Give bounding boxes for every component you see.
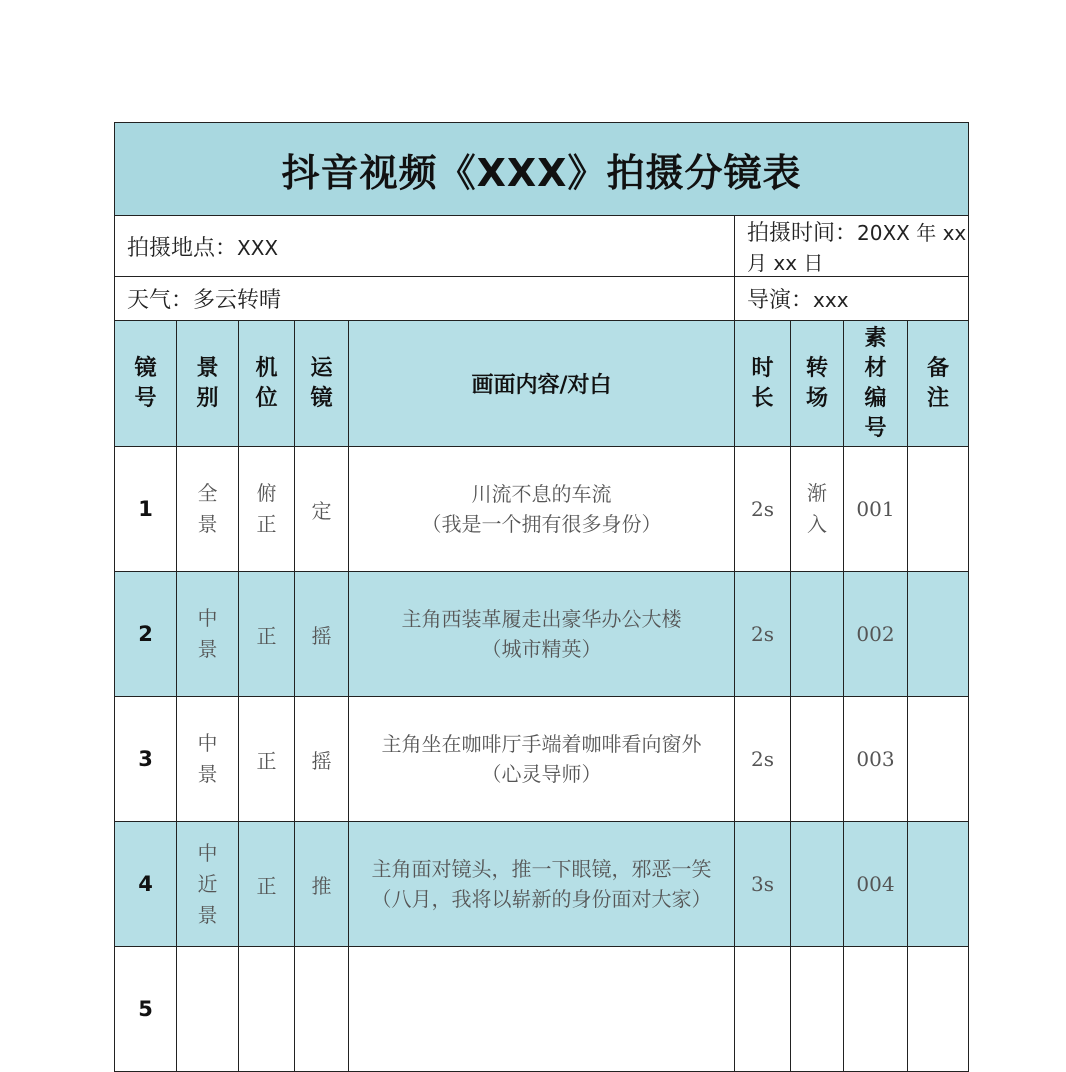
shot-no-cell: 5: [115, 947, 177, 1072]
weather-cell: [115, 277, 735, 321]
angle-cell: [239, 947, 295, 1072]
material-no-cell: 004: [844, 822, 908, 947]
transition-cell: [791, 572, 844, 697]
table-row: [115, 822, 969, 947]
angle-cell: 正: [239, 822, 295, 947]
header-transition: 转场: [791, 321, 844, 447]
page-title: 抖音视频《XXX》拍摄分镜表: [115, 123, 969, 216]
movement-cell: 推: [295, 822, 349, 947]
shot-no-cell: 1: [115, 447, 177, 572]
angle-cell: 正: [239, 697, 295, 822]
location-cell: [115, 216, 735, 277]
duration-cell: 2s: [735, 572, 791, 697]
movement-cell: [295, 947, 349, 1072]
header-shot-no: 镜号: [115, 321, 177, 447]
movement-cell: 摇: [295, 697, 349, 822]
notes-cell: [908, 572, 969, 697]
notes-cell: [908, 822, 969, 947]
content-cell: [349, 572, 735, 697]
header-scale: 景别: [177, 321, 239, 447]
table-row: [115, 447, 969, 572]
dialogue-line: （城市精英）: [481, 637, 602, 661]
scale-cell: 中近景: [177, 822, 239, 947]
duration-cell: 2s: [735, 447, 791, 572]
shot-no-cell: 3: [115, 697, 177, 822]
storyboard-sheet: [114, 122, 968, 1072]
dialogue-line: （八月，我将以崭新的身份面对大家）: [371, 887, 712, 911]
transition-cell: [791, 947, 844, 1072]
material-no-cell: 001: [844, 447, 908, 572]
notes-cell: [908, 447, 969, 572]
content-cell: [349, 947, 735, 1072]
content-cell: [349, 447, 735, 572]
table-row: [115, 697, 969, 822]
director-cell: [735, 277, 969, 321]
content-line: 主角坐在咖啡厅手端着咖啡看向窗外: [381, 732, 702, 756]
scale-cell: 全景: [177, 447, 239, 572]
angle-cell: 俯正: [239, 447, 295, 572]
duration-cell: 2s: [735, 697, 791, 822]
movement-cell: 定: [295, 447, 349, 572]
time-cell: [735, 216, 969, 277]
content-line: 主角面对镜头，推一下眼镜，邪恶一笑: [371, 857, 712, 881]
director-value: xxx: [813, 288, 849, 312]
notes-cell: [908, 697, 969, 822]
time-label: 拍摄时间：: [747, 221, 858, 246]
table-row: [115, 572, 969, 697]
header-row: [115, 321, 969, 447]
storyboard-table: [114, 122, 969, 1072]
header-angle: 机位: [239, 321, 295, 447]
material-no-cell: 003: [844, 697, 908, 822]
material-no-cell: 002: [844, 572, 908, 697]
scale-cell: 中景: [177, 697, 239, 822]
location-value: XXX: [237, 235, 279, 260]
table-row: [115, 947, 969, 1072]
time-value: 20XX 年 xx 月 xx 日: [747, 221, 967, 275]
info-row-2: [115, 277, 969, 321]
content-line: 主角西装革履走出豪华办公大楼: [401, 607, 682, 631]
title-row: [115, 123, 969, 216]
transition-cell: [791, 697, 844, 822]
transition-cell: 渐入: [791, 447, 844, 572]
duration-cell: [735, 947, 791, 1072]
weather-value: 多云转晴: [193, 288, 282, 313]
angle-cell: 正: [239, 572, 295, 697]
header-movement: 运镜: [295, 321, 349, 447]
movement-cell: 摇: [295, 572, 349, 697]
location-label: 拍摄地点：: [127, 235, 238, 261]
duration-cell: 3s: [735, 822, 791, 947]
content-cell: [349, 697, 735, 822]
weather-label: 天气：: [127, 288, 194, 313]
scale-cell: 中景: [177, 572, 239, 697]
content-line: 川流不息的车流: [471, 482, 612, 506]
shot-no-cell: 4: [115, 822, 177, 947]
notes-cell: [908, 947, 969, 1072]
scale-cell: [177, 947, 239, 1072]
header-duration: 时长: [735, 321, 791, 447]
material-no-cell: [844, 947, 908, 1072]
content-cell: [349, 822, 735, 947]
director-label: 导演：: [747, 288, 814, 313]
dialogue-line: （心灵导师）: [481, 762, 602, 786]
header-notes: 备注: [908, 321, 969, 447]
info-row-1: [115, 216, 969, 277]
dialogue-line: （我是一个拥有很多身份）: [421, 512, 662, 536]
header-material-no: 素材编号: [844, 321, 908, 447]
shot-no-cell: 2: [115, 572, 177, 697]
transition-cell: [791, 822, 844, 947]
header-content: 画面内容/对白: [349, 321, 735, 447]
